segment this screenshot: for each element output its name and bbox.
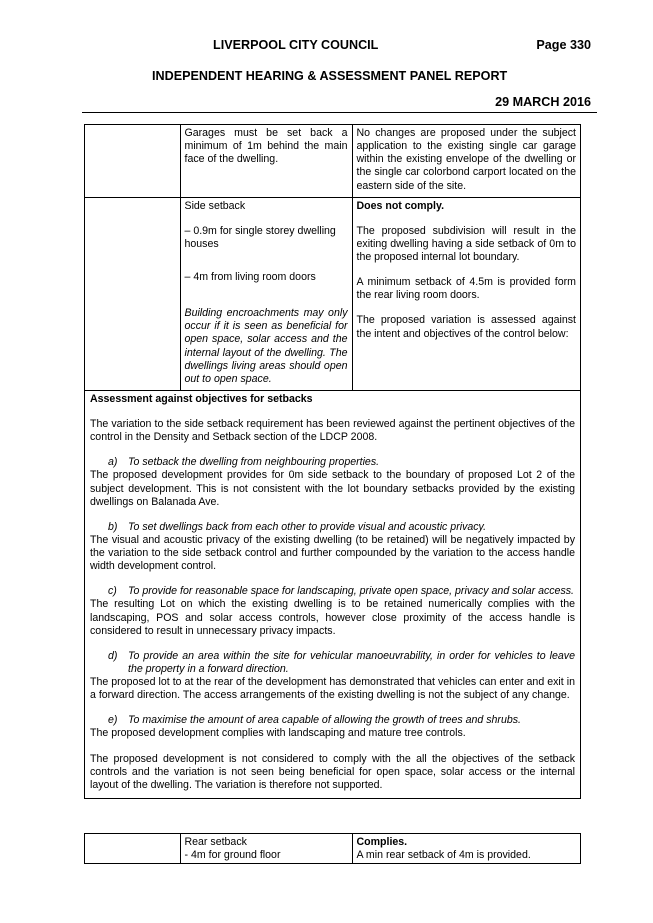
requirements-table xyxy=(85,125,580,390)
header-page-number: Page 330 xyxy=(536,38,591,52)
objective-heading: a) To setback the dwelling from neighbouring properties. xyxy=(108,456,380,469)
objective-item xyxy=(90,650,575,703)
single-storey-response: The proposed subdivision will result in the exiting dwelling having a side setback of 0m to the proposed internal lot boundary. xyxy=(356,224,576,263)
objective-heading: e) To maximise the amount of area capable of allowing the growth of trees and shrubs. xyxy=(108,714,521,727)
objective-heading: d) To provide an area within the site for vehicular manoeuvrability, in order for vehicles to leave the property in a forward direction. xyxy=(108,649,575,675)
table-cell-empty xyxy=(85,197,180,390)
garage-control-text: Garages must be set back a minimum of 1m behind the main face of the dwelling. xyxy=(184,127,348,166)
assessment-heading: Assessment against objectives for setbacks xyxy=(90,392,313,405)
table-cell-control xyxy=(180,197,352,390)
table-cell-response xyxy=(352,125,580,197)
rear-setback-table xyxy=(84,833,581,864)
assessment-conclusion: The proposed development is not considered to comply with the all the objectives of the setback controls and the variation is not seen being beneficial for open space, solar access or the internal layout of the dwelling. The variation is therefore not supported. xyxy=(90,752,575,791)
report-title: INDEPENDENT HEARING & ASSESSMENT PANEL REPORT xyxy=(152,69,508,83)
living-room-response: A minimum setback of 4.5m is provided form the rear living room doors. xyxy=(356,276,576,302)
compliance-status: Does not comply. xyxy=(356,199,445,212)
encroachment-response: The proposed variation is assessed against the intent and objectives of the control below: xyxy=(356,314,576,340)
living-room-control: – 4m from living room doors xyxy=(184,271,316,283)
setback-table xyxy=(84,124,581,799)
table-cell-control xyxy=(180,834,352,863)
objective-item xyxy=(90,714,575,740)
table-row xyxy=(85,125,580,197)
objective-response: The proposed lot to at the rear of the development has demonstrated that vehicles can enter and exit in a forward direction. The access arrangements of the existing dwelling is not the subject of any change. xyxy=(90,676,575,702)
rear-setback-title: Rear setback xyxy=(184,836,247,848)
table-cell-control xyxy=(180,125,352,197)
table-row xyxy=(85,197,580,390)
encroachment-control: Building encroachments may only occur if it is seen as beneficial for open space, solar access and the internal layout of the dwelling. The dwellings living areas should open out to open space. xyxy=(184,307,348,385)
objective-response: The proposed development complies with landscaping and mature tree controls. xyxy=(90,727,466,740)
rear-setback-response: A min rear setback of 4m is provided. xyxy=(356,849,531,862)
objective-item xyxy=(90,456,575,509)
header-rule xyxy=(82,112,597,113)
garage-response-text: No changes are proposed under the subject application to the existing single car garage within the existing envelope of the dwelling or the single car colorbond carport located on the eastern side of the site. xyxy=(356,127,576,192)
table-cell-empty xyxy=(85,834,180,863)
objective-response: The resulting Lot on which the existing dwelling is to be retained numerically complies with the landscaping, POS and solar access controls, however close proximity of the access handle is considered to result in unnecessary privacy impacts. xyxy=(90,598,575,637)
report-date: 29 MARCH 2016 xyxy=(495,95,591,109)
header-council: LIVERPOOL CITY COUNCIL xyxy=(213,38,379,52)
table-cell-response xyxy=(352,197,580,390)
side-setback-title: Side setback xyxy=(184,199,246,212)
objective-response: The proposed development provides for 0m side setback to the boundary of proposed Lot 2 of the subject development. This is not consistent with the lot boundary setbacks provided by the existing dwellings on Balanada Ave. xyxy=(90,469,575,508)
single-storey-control: – 0.9m for single storey dwelling houses xyxy=(184,224,336,250)
objective-item xyxy=(90,585,575,638)
requirements-table xyxy=(85,834,580,863)
table-cell-response xyxy=(352,834,580,863)
objective-response: The visual and acoustic privacy of the existing dwelling (to be retained) will be negatively impacted by the variation to the side setback control and further compounded by the variation to the access handle width development control. xyxy=(90,533,575,573)
assessment-section xyxy=(85,390,580,798)
rear-setback-detail: - 4m for ground floor xyxy=(184,849,281,862)
compliance-status: Complies. xyxy=(356,836,408,848)
table-cell-empty xyxy=(85,125,180,197)
objective-heading: c) To provide for reasonable space for landscaping, private open space, privacy and solar access. xyxy=(108,585,574,598)
objective-heading: b) To set dwellings back from each other to provide visual and acoustic privacy. xyxy=(108,520,487,533)
assessment-intro: The variation to the side setback requirement has been reviewed against the pertinent objectives of the control in the Density and Setback section of the LDCP 2008. xyxy=(90,418,575,444)
table-row xyxy=(85,834,580,863)
objective-item xyxy=(90,521,575,574)
